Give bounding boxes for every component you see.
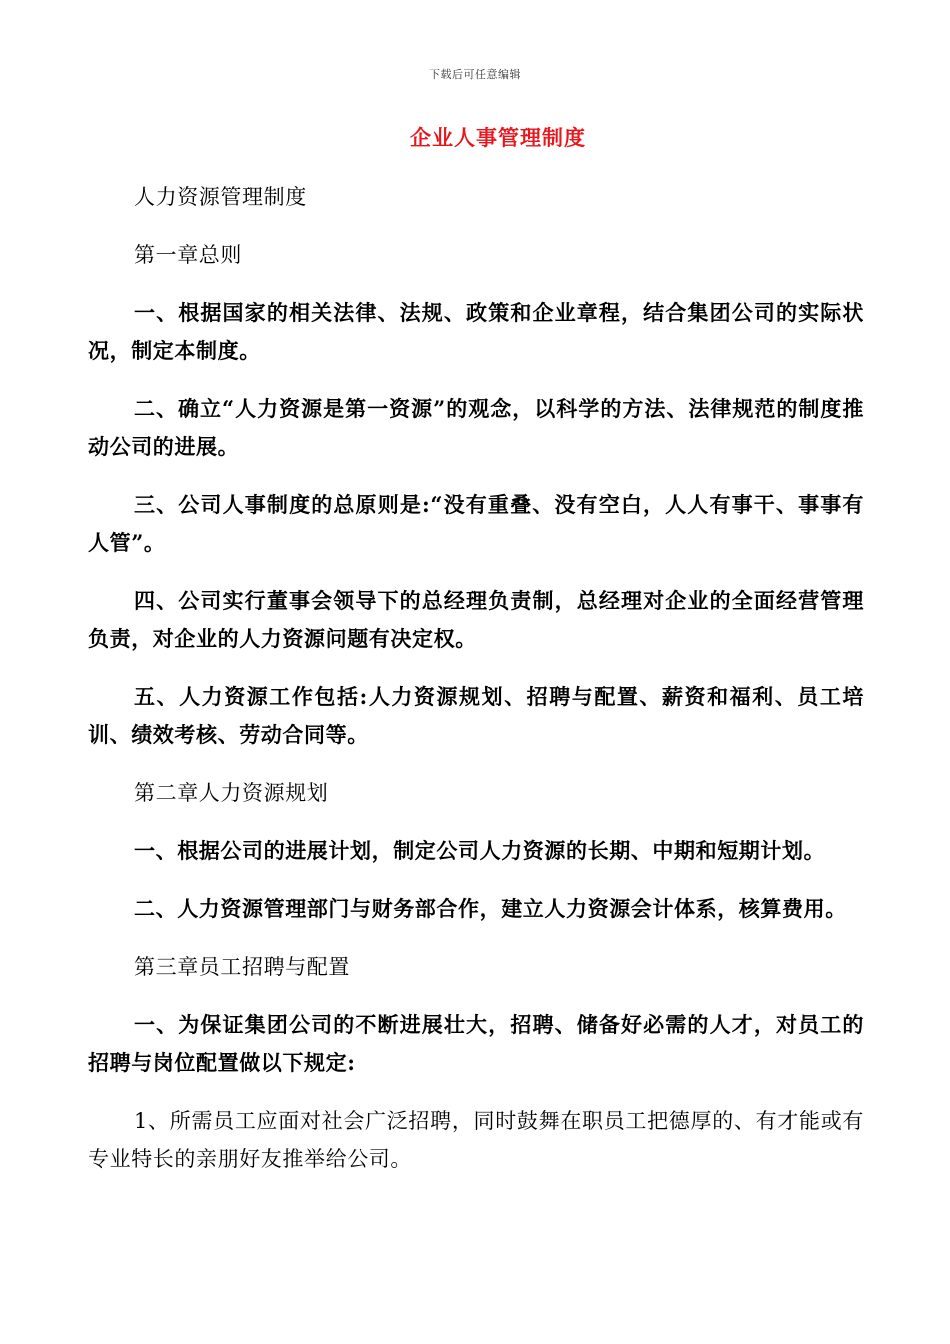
document-title: 企业人事管理制度 [410,125,586,150]
document-body [88,178,864,1198]
chapter-heading: 第二章人力资源规划 [134,781,329,805]
article-paragraph: 一、为保证集团公司的不断进展壮大，招聘、储备好必需的人才，对员工的招聘与岗位配置做以下规定: [88,1012,864,1075]
chapter-heading: 第一章总则 [134,243,242,267]
article-paragraph: 一、根据公司的进展计划，制定公司人力资源的长期、中期和短期计划。 [134,838,826,863]
article-paragraph: 二、确立“人力资源是第一资源”的观念，以科学的方法、法律规范的制度推动公司的进展。 [88,396,864,459]
chapter-heading: 第三章员工招聘与配置 [134,955,350,979]
sub-article-paragraph: 1、所需员工应面对社会广泛招聘，同时鼓舞在职员工把德厚的、有才能或有专业特长的亲朋好友推举给公司。 [88,1109,864,1171]
article-paragraph: 五、人力资源工作包括:人力资源规划、招聘与配置、薪资和福利、员工培训、绩效考核、劳动合同等。 [88,684,864,747]
article-paragraph: 一、根据国家的相关法律、法规、政策和企业章程，结合集团公司的实际状况，制定本制度。 [88,300,864,363]
article-paragraph: 二、人力资源管理部门与财务部合作，建立人力资源会计体系，核算费用。 [134,896,847,921]
header-note: 下载后可任意编辑 [429,68,521,81]
section-heading: 人力资源管理制度 [134,185,307,209]
article-paragraph: 三、公司人事制度的总原则是:“没有重叠、没有空白，人人有事干、事事有人管”。 [88,492,864,555]
article-paragraph: 四、公司实行董事会领导下的总经理负责制，总经理对企业的全面经营管理负责，对企业的人力资源问题有决定权。 [88,588,864,651]
